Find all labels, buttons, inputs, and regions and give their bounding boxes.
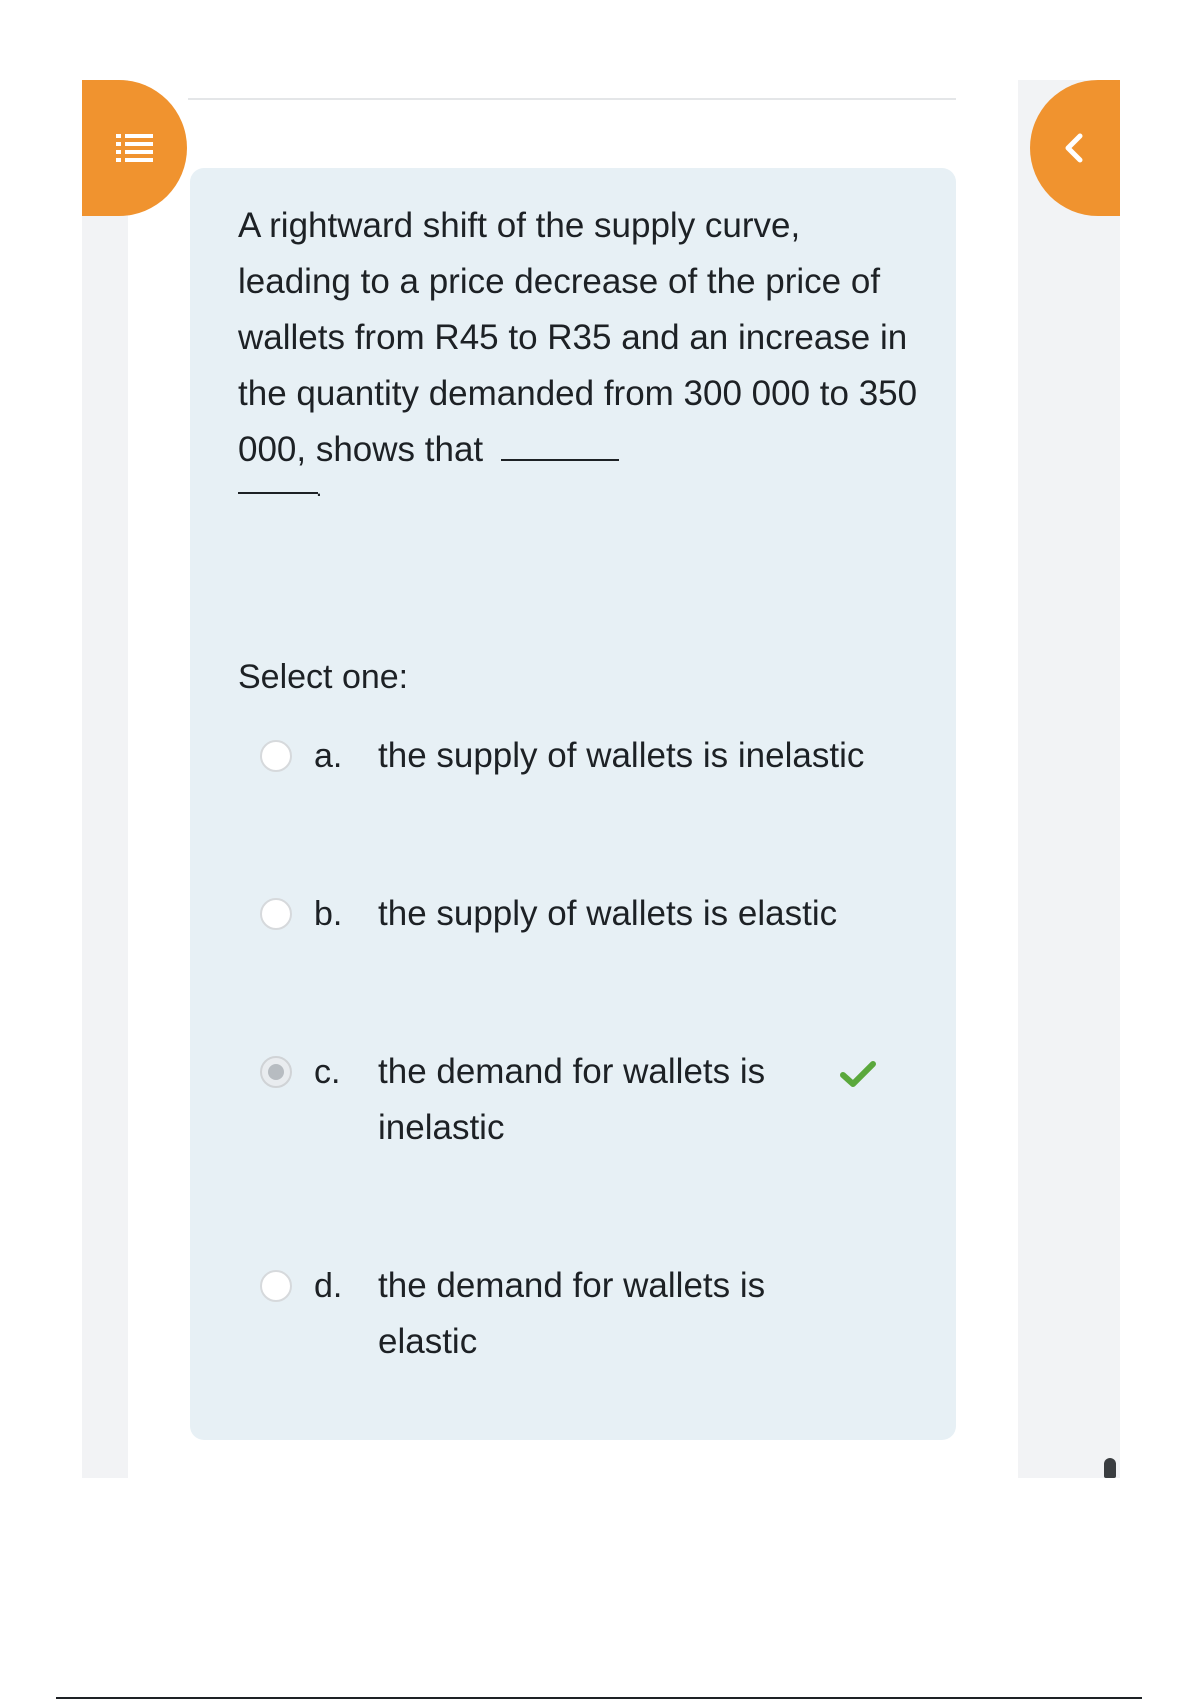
question-end-punctuation: .	[315, 476, 322, 501]
answer-option-d[interactable]	[260, 1258, 940, 1370]
radio-button-c-selected[interactable]	[260, 1056, 292, 1088]
answer-letter: b.	[314, 895, 343, 933]
answer-label: the supply of wallets is inelastic	[378, 736, 865, 775]
list-icon	[113, 128, 157, 168]
question-text: A rightward shift of the supply curve, leading to a price decrease of the price of wallets from R45 to R35 and an increase in the quantity demanded from 300 000 to 350 000, shows that	[238, 206, 918, 469]
answer-label: the demand for wallets is inelastic	[378, 1052, 766, 1147]
scroll-indicator	[1104, 1458, 1116, 1478]
course-index-toggle-button[interactable]	[82, 80, 187, 216]
select-prompt: Select one:	[238, 658, 409, 696]
answer-label: the demand for wallets is elastic	[378, 1266, 766, 1361]
answer-blank-continued	[238, 476, 322, 501]
answer-letter: a.	[314, 737, 343, 775]
page-top-strip	[188, 80, 956, 100]
bottom-divider	[56, 1697, 1142, 1699]
checkmark-icon	[838, 1058, 878, 1090]
radio-button-d[interactable]	[260, 1270, 292, 1302]
question-text-block	[238, 198, 918, 501]
answer-option-c[interactable]	[260, 1044, 940, 1156]
radio-button-a[interactable]	[260, 740, 292, 772]
radio-button-b[interactable]	[260, 898, 292, 930]
answer-option-b[interactable]	[260, 886, 940, 942]
question-card	[190, 168, 956, 1440]
chevron-left-icon	[1060, 128, 1090, 168]
answer-option-a[interactable]	[260, 728, 940, 784]
answer-letter: c.	[314, 1053, 341, 1091]
left-drawer-column	[82, 80, 128, 1478]
answer-letter: d.	[314, 1267, 343, 1305]
answer-blank	[501, 458, 619, 461]
right-drawer-column	[1018, 80, 1120, 1478]
answer-label: the supply of wallets is elastic	[378, 894, 838, 933]
